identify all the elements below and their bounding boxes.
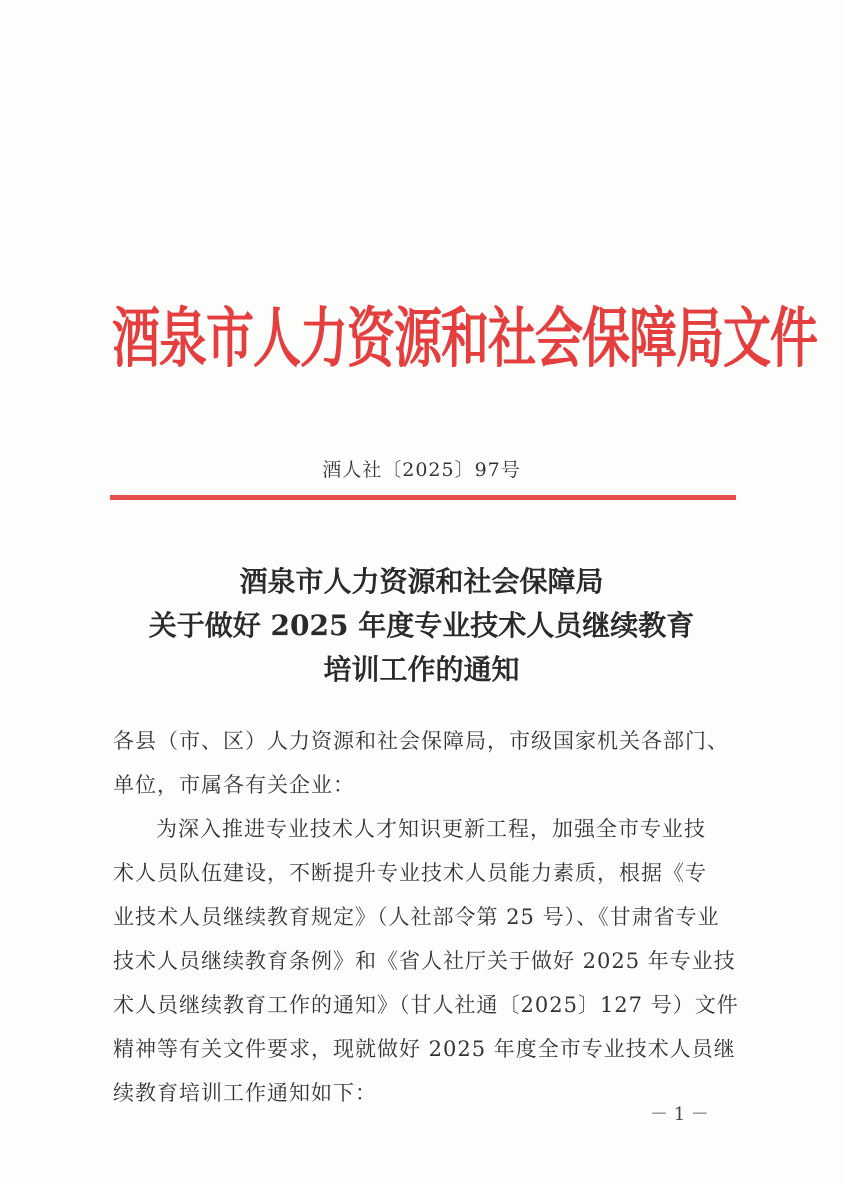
notice-title-line-3: 培训工作的通知 [323,653,520,686]
body-line: 精神等有关文件要求，现就做好 2025 年度全市专业技术人员继 [113,1037,736,1061]
issuer-title: 酒泉市人力资源和社会保障局文件 [112,300,818,377]
notice-title-line-1: 酒泉市人力资源和社会保障局 [239,565,604,598]
body-line: 术人员继续教育工作的通知》（甘人社通〔2025〕127 号）文件 [113,993,739,1017]
page-number: － 1 － [650,1104,709,1125]
body-line: 为深入推进专业技术人才知识更新工程，加强全市专业技 [156,817,706,841]
body-line: 技术人员继续教育条例》和《省人社厅关于做好 2025 年专业技 [113,949,736,973]
body-line: 续教育培训工作通知如下： [113,1081,377,1105]
notice-title-line-2: 关于做好 2025 年度专业技术人员继续教育 [148,609,695,642]
document-number: 酒人社〔2025〕97号 [322,459,521,481]
body-line: 单位，市属各有关企业： [113,773,355,797]
body-line: 各县（市、区）人力资源和社会保障局，市级国家机关各部门、 [113,729,729,753]
body-line: 术人员队伍建设，不断提升专业技术人员能力素质，根据《专 [113,861,707,885]
red-divider-line [110,495,736,500]
body-line: 业技术人员继续教育规定》（人社部令第 25 号）、《甘肃省专业 [113,905,720,929]
